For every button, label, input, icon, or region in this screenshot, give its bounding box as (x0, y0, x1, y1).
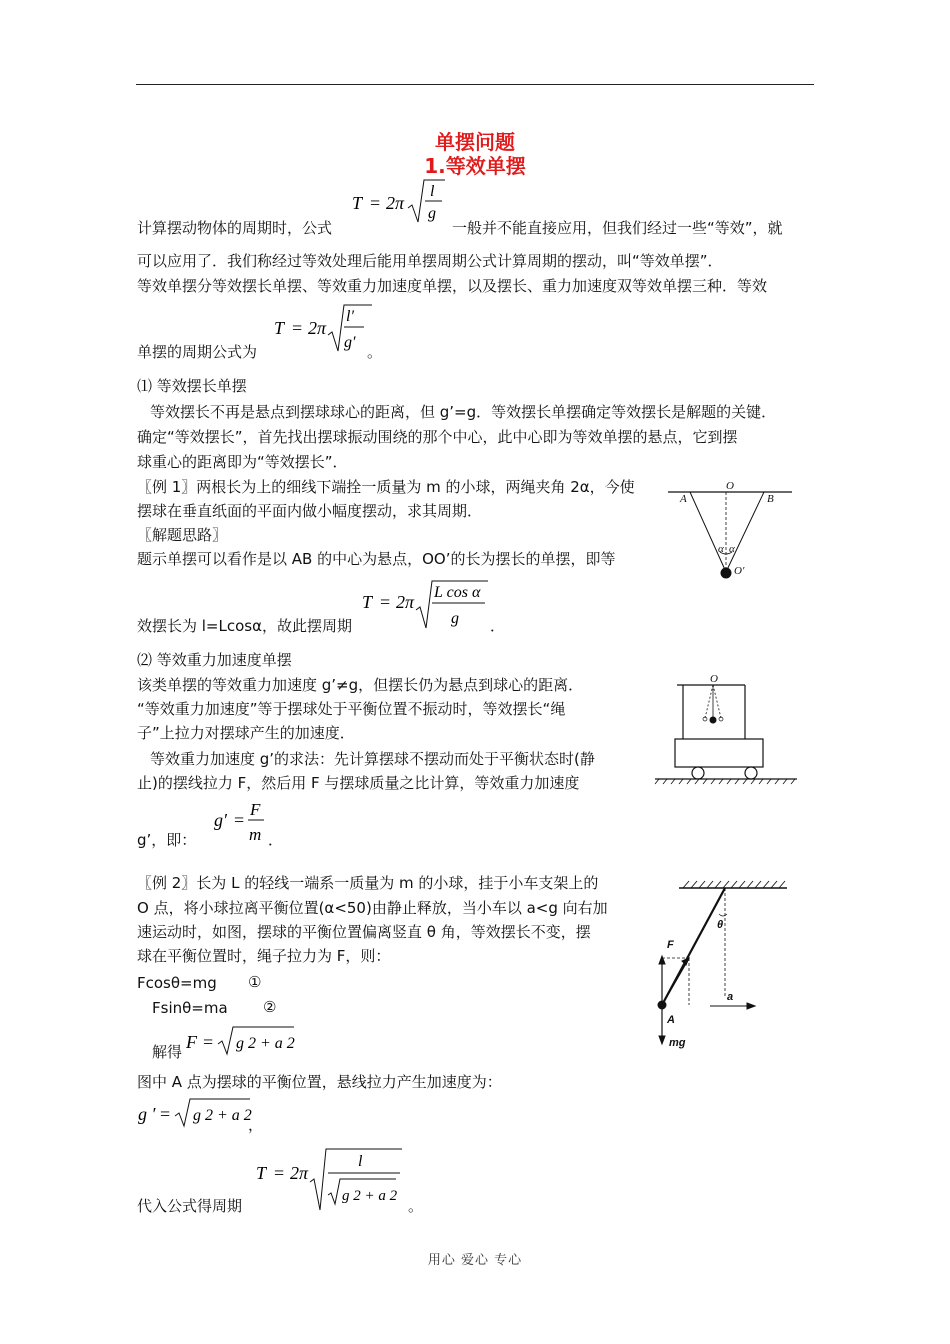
intro-line2: 可以应用了．我们称经过等效处理后能用单摆周期公式计算周期的摆动，叫“等效单摆”． (137, 252, 723, 270)
svg-text:g: g (451, 610, 459, 627)
section2-p6-b: ． (268, 831, 284, 849)
svg-text:α: α (718, 543, 724, 555)
svg-text:2π: 2π (308, 318, 327, 338)
svg-text:2π: 2π (386, 193, 405, 213)
svg-text:l: l (358, 1153, 363, 1170)
svg-text:O′: O′ (734, 565, 745, 577)
svg-text:g 2 + a 2: g 2 + a 2 (236, 1035, 295, 1052)
svg-text:A: A (667, 1014, 675, 1026)
svg-text:=: = (380, 592, 391, 612)
intro-line1-b: 一般并不能直接应用，但我们经过一些“等效”，就 (452, 219, 783, 237)
svg-text:θ: θ (717, 919, 724, 931)
page-subtitle: 1.等效单摆 (424, 154, 526, 178)
intro-line4-a: 单摆的周期公式为 (137, 343, 258, 361)
svg-text:g ′: g ′ (138, 1104, 156, 1124)
example2-eq2-number: ② (263, 998, 277, 1016)
svg-text:O: O (710, 673, 718, 685)
svg-text:g′: g′ (344, 334, 356, 351)
intro-line3: 等效单摆分等效摆长单摆、等效重力加速度单摆，以及摆长、重力加速度双等效单摆三种．等效 (137, 277, 768, 295)
intro-line4-b: 。 (367, 343, 383, 361)
example1-line2: 摆球在垂直纸面的平面内做小幅度摆动，求其周期． (137, 502, 483, 520)
section2-p5: 止)的摆线拉力 F，然后用 F 与摆球质量之比计算，等效重力加速度 (137, 774, 580, 792)
svg-text:l′: l′ (346, 308, 354, 325)
figure-v-pendulum (668, 482, 798, 582)
svg-text:O: O (726, 480, 734, 492)
section1-p3: 球重心的距离即为“等效摆长”． (137, 453, 348, 471)
figure-cart-pendulum (655, 673, 800, 783)
section2-p4: 等效重力加速度 g’的求法：先计算摆球不摆动而处于平衡状态时(静 (150, 750, 595, 768)
svg-text:=: = (274, 1163, 285, 1183)
example1-hint-label: 〖解题思路〗 (137, 526, 228, 544)
page-title: 单摆问题 (435, 130, 515, 154)
example2-line2: O 点，将小球拉离平衡位置(α<50)由静止释放，当小车以 a<g 向右加 (137, 899, 608, 917)
figure-accelerating-pendulum (655, 880, 795, 1055)
example2-eq1-number: ① (248, 973, 262, 991)
svg-text:g 2 + a 2: g 2 + a 2 (342, 1188, 398, 1204)
svg-text:2π: 2π (396, 592, 415, 612)
example2-line3: 速运动时，如图，摆球的平衡位置偏离竖直 θ 角，等效摆长不变，摆 (137, 923, 591, 941)
formula-period-final (256, 1148, 426, 1212)
formula-period-example1 (360, 580, 510, 630)
svg-text:A: A (680, 493, 687, 505)
section2-p2: “等效重力加速度”等于摆球处于平衡位置不振动时，等效摆长“绳 (137, 700, 566, 718)
svg-text:L cos α: L cos α (434, 584, 481, 601)
svg-text:a: a (727, 991, 734, 1003)
example2-end: 。 (408, 1197, 424, 1215)
svg-text:T: T (256, 1163, 267, 1183)
example2-eq2: Fsinθ=ma (152, 999, 228, 1017)
svg-text:=: = (160, 1104, 171, 1124)
example1-line4: 效摆长为 l=Lcosα，故此摆周期 (137, 617, 352, 635)
svg-text:l: l (430, 183, 435, 200)
section1-heading: ⑴ 等效摆长单摆 (137, 377, 247, 395)
section2-heading: ⑵ 等效重力加速度单摆 (137, 651, 292, 669)
section1-p1: 等效摆长不再是悬点到摆球球心的距离，但 g’=g．等效摆长单摆确定等效摆长是解题的关键． (150, 403, 777, 421)
svg-text:=: = (203, 1032, 214, 1052)
svg-text:T: T (362, 592, 373, 612)
svg-text:g 2 + a 2: g 2 + a 2 (193, 1107, 252, 1124)
formula-F (186, 1024, 316, 1058)
svg-text:g′: g′ (214, 810, 227, 830)
svg-text:g: g (428, 205, 436, 222)
svg-text:=: = (370, 193, 381, 213)
example1-line3: 题示单摆可以看作是以 AB 的中心为悬点，OO’的长为摆长的单摆，即等 (137, 550, 616, 568)
example1-end: ． (490, 617, 506, 635)
svg-text:T: T (274, 318, 285, 338)
section2-p6-a: g’，即： (137, 831, 197, 849)
svg-text:B: B (767, 493, 774, 505)
example2-eq1: Fcosθ=mg (137, 974, 217, 992)
svg-text:mg: mg (669, 1037, 686, 1049)
svg-text:F: F (186, 1032, 197, 1052)
svg-text:F: F (667, 939, 674, 951)
intro-line1-a: 计算摆动物体的周期时，公式 (137, 219, 333, 237)
formula-period-equivalent (272, 303, 402, 353)
example1-line1: 〖例 1〗两根长为上的细线下端拴一质量为 m 的小球，两绳夹角 2α，今使 (137, 478, 635, 496)
section2-p3: 子”上拉力对摆球产生的加速度． (137, 724, 355, 742)
section2-p1: 该类单摆的等效重力加速度 g’≠g，但摆长仍为悬点到球心的距离． (137, 676, 584, 694)
section1-p2: 确定“等效摆长”，首先找出摆球振动围绕的那个中心，此中心即为等效单摆的悬点，它到摆 (137, 428, 738, 446)
svg-text:2π: 2π (290, 1163, 309, 1183)
svg-text:=: = (234, 810, 245, 830)
example2-line1: 〖例 2〗长为 L 的轻线一端系一质量为 m 的小球，挂于小车支架上的 (137, 874, 599, 892)
svg-text:α: α (729, 543, 735, 555)
page-footer: 用心 爱心 专心 (427, 1253, 523, 1268)
example2-line6: 代入公式得周期 (137, 1197, 243, 1215)
header-rule (136, 84, 814, 85)
svg-text:=: = (292, 318, 303, 338)
svg-text:T: T (352, 193, 363, 213)
example2-line4: 球在平衡位置时，绳子拉力为 F，则： (137, 947, 391, 965)
svg-text:m: m (249, 825, 262, 844)
example2-line5: 图中 A 点为摆球的平衡位置，悬线拉力产生加速度为： (137, 1073, 502, 1091)
example2-solve-label: 解得 (152, 1043, 183, 1061)
example2-comma: ， (248, 1116, 264, 1134)
svg-text:F: F (250, 800, 261, 819)
